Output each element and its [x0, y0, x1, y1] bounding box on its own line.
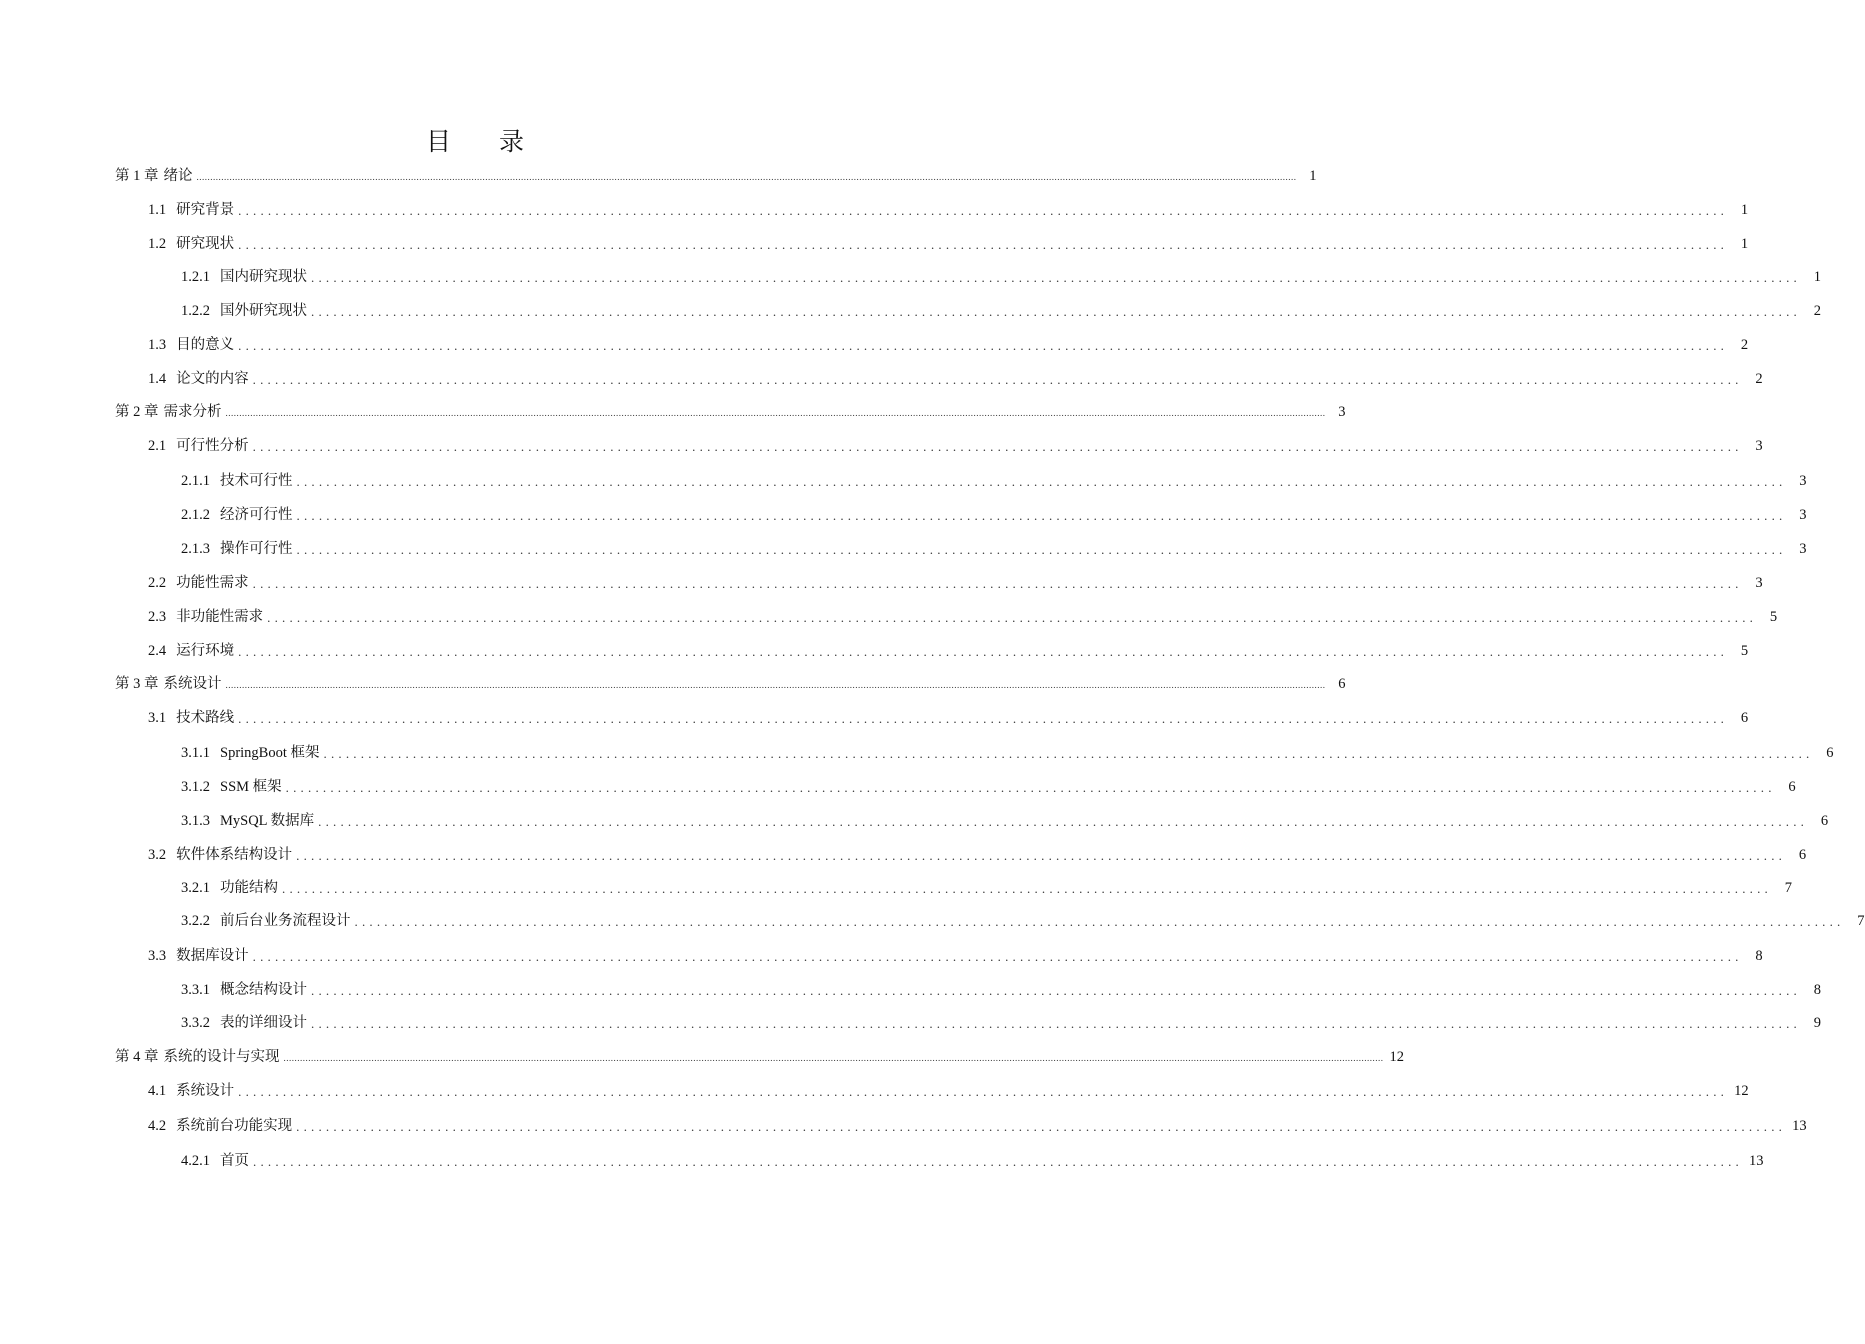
toc-section-entry[interactable] — [148, 842, 1807, 864]
toc-chapter-entry[interactable] — [115, 399, 1346, 421]
toc-section-entry[interactable] — [148, 197, 1749, 219]
toc-entry-label — [115, 1048, 284, 1066]
toc-subsection-entry[interactable] — [181, 977, 1821, 999]
toc-leader-dots: ........................................................................................................................................................................................................ — [238, 711, 1729, 726]
toc-page-number: 13 — [1792, 1118, 1807, 1134]
toc-page-number: 1 — [1309, 168, 1317, 184]
toc-entry-number: 3.1.1 — [181, 745, 210, 761]
toc-leader-dots: ........................................................................................................................................................................................................ — [311, 1016, 1801, 1031]
toc-entry-label — [181, 778, 286, 796]
toc-subsection-entry[interactable] — [181, 1148, 1764, 1170]
toc-entry-text: 目的意义 — [176, 337, 235, 353]
toc-entry-label — [181, 302, 311, 320]
toc-section-entry[interactable] — [148, 1113, 1807, 1135]
toc-page-number: 6 — [1740, 710, 1749, 726]
toc-entry-text: 需求分析 — [163, 404, 222, 420]
toc-entry-number: 3.2.2 — [181, 913, 210, 929]
toc-entry-number: 1.3 — [148, 337, 167, 353]
toc-entry-text: 技术可行性 — [220, 473, 293, 489]
toc-leader-dots: ........................................................................................................................................................................................................ — [311, 270, 1801, 285]
toc-entry-label — [148, 437, 253, 455]
toc-page-number: 13 — [1749, 1153, 1764, 1169]
toc-entry-label — [115, 403, 226, 421]
toc-entry-text: 操作可行性 — [220, 541, 293, 557]
toc-leader-dots: ........................................................................................................................................................................................................ — [296, 542, 1787, 557]
toc-page-number: 1 — [1740, 202, 1749, 218]
toc-subsection-entry[interactable] — [181, 1010, 1821, 1032]
toc-title-char-1: 目 — [425, 127, 451, 156]
toc-entry-label — [181, 812, 318, 830]
toc-entry-text: 论文的内容 — [176, 371, 249, 387]
toc-leader-dots: ........................................................................................................................................................................................................ — [238, 644, 1729, 659]
toc-entry-label — [181, 1152, 253, 1170]
toc-entry-text: 前后台业务流程设计 — [220, 913, 351, 929]
toc-section-entry[interactable] — [148, 366, 1763, 388]
toc-leader-dots: ........................................................................................................................................................................................................ — [296, 848, 1787, 863]
toc-entry-text: SpringBoot 框架 — [220, 745, 320, 761]
toc-entry-label — [181, 540, 297, 558]
toc-leader-dots: ........................................................................................................................................................................................................ — [238, 203, 1729, 218]
toc-leader-dots: ........................................................................................................................................................................................................ — [318, 814, 1809, 829]
toc-section-entry[interactable] — [148, 705, 1749, 727]
toc-entry-text: 软件体系结构设计 — [176, 847, 293, 863]
toc-entry-number: 4.2.1 — [181, 1153, 210, 1169]
toc-page-number: 3 — [1755, 575, 1763, 591]
toc-entry-label — [148, 201, 238, 219]
toc-page-number: 8 — [1755, 948, 1763, 964]
toc-leader-dots: ........................................................................................................................................................................................................ — [311, 304, 1801, 319]
toc-entry-number: 3.3.1 — [181, 982, 210, 998]
toc-entry-text: 系统前台功能实现 — [176, 1118, 293, 1134]
toc-entry-text: 系统设计 — [176, 1083, 235, 1099]
toc-title-char-2: 录 — [499, 127, 525, 156]
toc-entry-label — [148, 370, 253, 388]
toc-entry-number: 2.2 — [148, 575, 167, 591]
toc-section-entry[interactable] — [148, 332, 1749, 354]
toc-entry-number: 4.2 — [148, 1118, 167, 1134]
toc-entry-label — [148, 846, 296, 864]
toc-page-number: 9 — [1813, 1015, 1821, 1031]
toc-page-number: 6 — [1798, 847, 1807, 863]
toc-entry-number: 3.3 — [148, 948, 167, 964]
toc-subsection-entry[interactable] — [181, 536, 1807, 558]
toc-page-number: 3 — [1799, 473, 1807, 489]
toc-page-number: 1 — [1813, 269, 1821, 285]
toc-entry-label — [181, 912, 355, 930]
toc-entry-text: 研究现状 — [176, 236, 235, 252]
toc-leader-dots: ................................................................................................................................................................................................................................................................................................................................................................................................................ — [196, 172, 1297, 182]
toc-chapter-entry[interactable] — [115, 671, 1346, 693]
toc-entry-text: 经济可行性 — [220, 507, 293, 523]
toc-page-number: 6 — [1788, 779, 1796, 795]
toc-entry-text: 数据库设计 — [176, 948, 249, 964]
toc-page-number: 7 — [1857, 913, 1865, 929]
toc-entry-number: 1.4 — [148, 371, 167, 387]
toc-entry-label — [181, 506, 297, 524]
toc-entry-number: 4.1 — [148, 1083, 167, 1099]
toc-entry-number: 2.1.2 — [181, 507, 210, 523]
toc-entry-number: 第 1 章 — [115, 168, 159, 184]
toc-entry-text: 功能结构 — [220, 880, 278, 896]
toc-entry-text: 技术路线 — [176, 710, 235, 726]
toc-leader-dots: ........................................................................................................................................................................................................ — [296, 474, 1787, 489]
toc-section-entry[interactable] — [148, 570, 1763, 592]
toc-page-number: 12 — [1389, 1049, 1404, 1065]
toc-entry-text: 表的详细设计 — [220, 1015, 307, 1031]
toc-page-number: 8 — [1813, 982, 1821, 998]
toc-page-number: 2 — [1813, 303, 1821, 319]
toc-entry-label — [148, 235, 238, 253]
toc-leader-dots: ........................................................................................................................................................................................................ — [238, 338, 1729, 353]
toc-leader-dots: ........................................................................................................................................................................................................ — [252, 439, 1743, 454]
toc-leader-dots: ........................................................................................................................................................................................................ — [238, 237, 1729, 252]
toc-page-number: 7 — [1784, 880, 1792, 896]
toc-entry-number: 3.2.1 — [181, 880, 210, 896]
toc-entry-label — [148, 336, 238, 354]
toc-entry-label — [148, 574, 253, 592]
toc-leader-dots: ........................................................................................................................................................................................................ — [252, 949, 1743, 964]
toc-leader-dots: ........................................................................................................................................................................................................ — [238, 1084, 1729, 1099]
toc-entry-number: 第 2 章 — [115, 404, 159, 420]
toc-page-number: 6 — [1338, 676, 1346, 692]
toc-entry-text: 非功能性需求 — [176, 609, 264, 625]
toc-entry-number: 3.3.2 — [181, 1015, 210, 1031]
toc-entry-number: 1.1 — [148, 202, 167, 218]
toc-entry-number: 3.1.3 — [181, 813, 210, 829]
toc-entry-label — [148, 1117, 296, 1135]
toc-entry-label — [115, 167, 197, 185]
toc-entry-label — [181, 1014, 311, 1032]
toc-leader-dots: ........................................................................................................................................................................................................ — [282, 881, 1772, 896]
toc-entry-text: 可行性分析 — [176, 438, 249, 454]
toc-subsection-entry[interactable] — [181, 774, 1796, 796]
toc-entry-label — [181, 268, 311, 286]
toc-page-number: 3 — [1799, 541, 1807, 557]
toc-entry-text: 绪论 — [163, 168, 193, 184]
toc-page-number: 5 — [1740, 643, 1749, 659]
toc-leader-dots: ................................................................................................................................................................................................................................................................................................................................................................................................................ — [283, 1053, 1384, 1063]
toc-entry-text: 首页 — [220, 1153, 249, 1169]
toc-entry-text: 系统设计 — [163, 676, 222, 692]
toc-subsection-entry[interactable] — [181, 908, 1865, 930]
toc-section-entry[interactable] — [148, 1078, 1749, 1100]
toc-page-number: 3 — [1338, 404, 1346, 420]
toc-entry-text: 运行环境 — [176, 643, 235, 659]
toc-entry-label — [115, 675, 226, 693]
toc-entry-number: 3.1.2 — [181, 779, 210, 795]
toc-entry-number: 2.1 — [148, 438, 167, 454]
toc-entry-label — [181, 744, 324, 762]
toc-entry-label — [181, 879, 282, 897]
toc-subsection-entry[interactable] — [181, 502, 1807, 524]
toc-entry-text: SSM 框架 — [220, 779, 282, 795]
toc-leader-dots: ........................................................................................................................................................................................................ — [354, 914, 1845, 929]
toc-entry-number: 2.1.3 — [181, 541, 210, 557]
toc-subsection-entry[interactable] — [181, 740, 1834, 762]
toc-leader-dots: ........................................................................................................................................................................................................ — [252, 576, 1743, 591]
toc-subsection-entry[interactable] — [181, 298, 1821, 320]
toc-subsection-entry[interactable] — [181, 808, 1829, 830]
toc-section-entry[interactable] — [148, 638, 1749, 660]
toc-page-number: 3 — [1799, 507, 1807, 523]
toc-section-entry[interactable] — [148, 433, 1763, 455]
toc-section-entry[interactable] — [148, 604, 1778, 626]
toc-leader-dots: ................................................................................................................................................................................................................................................................................................................................................................................................................ — [225, 680, 1326, 690]
toc-chapter-entry[interactable] — [115, 1044, 1404, 1066]
toc-leader-dots: ........................................................................................................................................................................................................ — [285, 780, 1776, 795]
toc-chapter-entry[interactable] — [115, 163, 1317, 185]
toc-entry-number: 2.3 — [148, 609, 167, 625]
toc-page-number: 5 — [1769, 609, 1778, 625]
toc-entry-text: MySQL 数据库 — [220, 813, 315, 829]
toc-leader-dots: ................................................................................................................................................................................................................................................................................................................................................................................................................ — [225, 408, 1326, 418]
toc-subsection-entry[interactable] — [181, 875, 1792, 897]
toc-page-number: 3 — [1755, 438, 1763, 454]
toc-leader-dots: ........................................................................................................................................................................................................ — [296, 1119, 1787, 1134]
toc-page-number: 2 — [1755, 371, 1763, 387]
toc-entry-text: 国外研究现状 — [220, 303, 307, 319]
toc-entry-number: 第 3 章 — [115, 676, 159, 692]
toc-entry-text: 国内研究现状 — [220, 269, 307, 285]
toc-leader-dots: ........................................................................................................................................................................................................ — [311, 983, 1801, 998]
toc-entry-label — [181, 981, 311, 999]
toc-entry-text: 系统的设计与实现 — [163, 1049, 280, 1065]
toc-page-number: 6 — [1826, 745, 1834, 761]
toc-entry-number: 3.2 — [148, 847, 167, 863]
toc-entry-number: 第 4 章 — [115, 1049, 159, 1065]
toc-section-entry[interactable] — [148, 943, 1763, 965]
toc-page-number: 6 — [1820, 813, 1829, 829]
toc-section-entry[interactable] — [148, 231, 1749, 253]
toc-entry-label — [181, 472, 297, 490]
toc-subsection-entry[interactable] — [181, 468, 1807, 490]
toc-entry-label — [148, 642, 238, 660]
toc-entry-label — [148, 608, 267, 626]
toc-leader-dots: ........................................................................................................................................................................................................ — [323, 746, 1814, 761]
toc-page-number: 12 — [1734, 1083, 1749, 1099]
toc-entry-number: 1.2.2 — [181, 303, 210, 319]
toc-subsection-entry[interactable] — [181, 264, 1821, 286]
toc-entry-number: 1.2.1 — [181, 269, 210, 285]
toc-leader-dots: ........................................................................................................................................................................................................ — [267, 610, 1758, 625]
toc-entry-label — [148, 1082, 238, 1100]
toc-entry-number: 2.4 — [148, 643, 167, 659]
toc-leader-dots: ........................................................................................................................................................................................................ — [252, 372, 1743, 387]
toc-entry-text: 研究背景 — [176, 202, 235, 218]
toc-title — [0, 122, 950, 158]
toc-entry-label — [148, 709, 238, 727]
toc-entry-number: 1.2 — [148, 236, 167, 252]
toc-page-number: 1 — [1740, 236, 1749, 252]
toc-entry-text: 概念结构设计 — [220, 982, 307, 998]
toc-entry-number: 3.1 — [148, 710, 167, 726]
toc-entry-label — [148, 947, 253, 965]
toc-entry-text: 功能性需求 — [176, 575, 249, 591]
toc-entry-number: 2.1.1 — [181, 473, 210, 489]
toc-leader-dots: ........................................................................................................................................................................................................ — [253, 1154, 1743, 1169]
toc-page-number: 2 — [1740, 337, 1749, 353]
toc-leader-dots: ........................................................................................................................................................................................................ — [296, 508, 1787, 523]
